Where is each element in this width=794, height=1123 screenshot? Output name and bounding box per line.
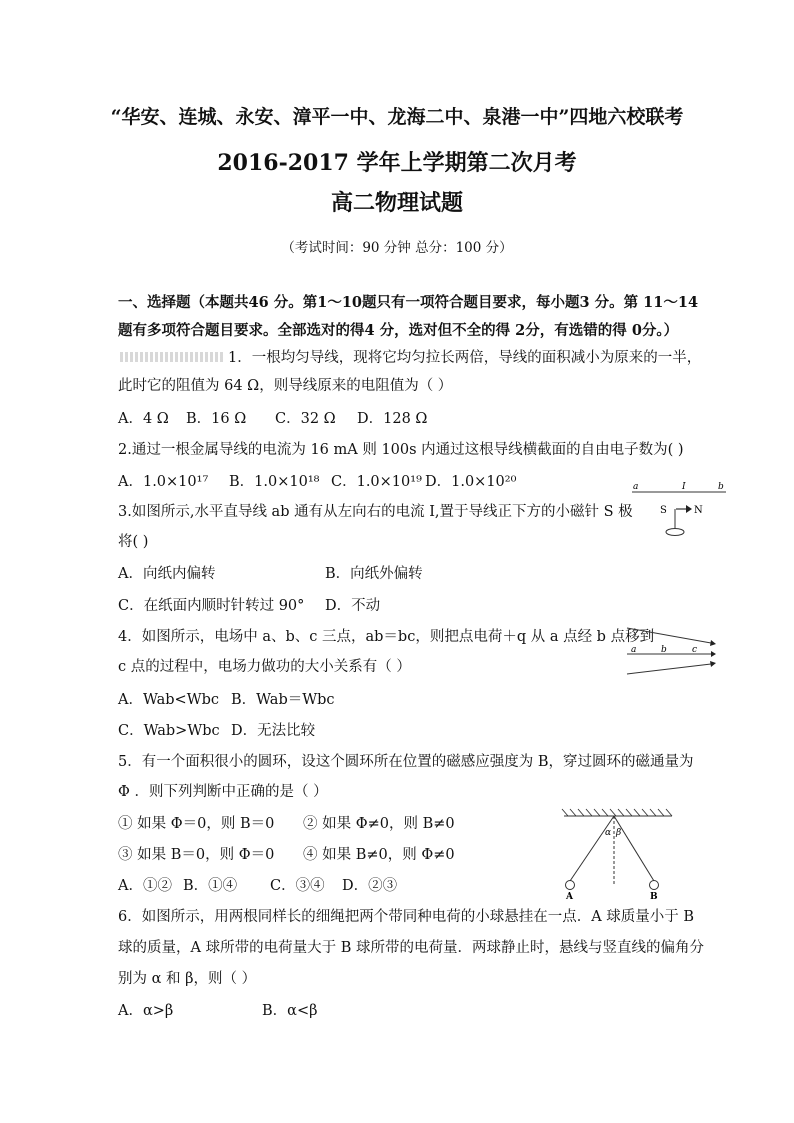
q4-line1 — [118, 625, 654, 646]
q5-line2: Φ ．则下列判断中正确的是（ ） — [118, 784, 328, 800]
q1-option-d: D．128 Ω — [357, 411, 428, 427]
q1-option-b: B．16 Ω — [186, 411, 247, 427]
q2-option-c: C．1.0×10¹⁹ — [331, 474, 422, 490]
q1-option-c: C．32 Ω — [275, 411, 336, 427]
q6-line2: 球的质量，A 球所带的电荷量大于 B 球所带的电荷量．两球静止时，悬线与竖直线的偏角分 — [118, 940, 704, 956]
q4-option-c: C．Wab>Wbc — [118, 723, 220, 739]
q6-label-beta: β — [616, 828, 622, 838]
q5-option-a: A．①② — [118, 878, 172, 894]
q6-label-a: A — [566, 892, 573, 900]
q4-figure — [625, 624, 717, 676]
q3-figure — [630, 480, 730, 540]
q2-option-b: B．1.0×10¹⁸ — [229, 474, 320, 490]
q4-option-a: A．Wab<Wbc — [118, 692, 219, 708]
section1-line1: 一、选择题（本题共46 分。第1～10题只有一项符合题目要求，每小题3 分。第 11～14 — [118, 294, 699, 311]
q5-statement-3: ③ 如果 B＝0，则 Φ＝0 — [118, 847, 275, 863]
q3-option-b: B．向纸外偏转 — [325, 566, 423, 582]
q4-line2: c 点的过程中，电场力做功的大小关系有（ ） — [118, 659, 411, 675]
q4-label-c: c — [692, 645, 698, 655]
q6-option-b: B．α<β — [262, 1003, 318, 1019]
q3-label-i: I — [682, 482, 686, 492]
q6-label-b: B — [650, 892, 658, 900]
section1-line2: 题有多项符合题目要求。全部选对的得4 分，选对但不全的得 2分，有选错的得 0分。） — [118, 322, 679, 339]
q4-line1-text: 4．如图所示，电场中 a、b、c 三点，ab＝bc，则把点电荷＋q 从 a 点经 b 点移到 — [118, 629, 655, 645]
q5-line1: 5．有一个面积很小的圆环，设这个圆环所在位置的磁感应强度为 B，穿过圆环的磁通量为 — [118, 754, 694, 770]
q6-option-a: A．α>β — [118, 1003, 174, 1019]
q6-label-alpha: α — [605, 828, 612, 838]
q5-statement-2: ② 如果 Φ≠0，则 B≠0 — [303, 816, 455, 832]
q3-label-s: S — [660, 505, 667, 516]
q5-statement-4: ④ 如果 B≠0，则 Φ≠0 — [303, 847, 455, 863]
q3-line2: 将( ) — [118, 534, 149, 550]
q4-option-b: B．Wab＝Wbc — [231, 692, 335, 708]
q1-option-a: A．4 Ω — [118, 411, 169, 427]
watermark-scribble — [120, 352, 224, 362]
q3-label-n: N — [694, 505, 703, 516]
q3-option-d: D．不动 — [325, 598, 381, 614]
q2-option-a: A．1.0×10¹⁷ — [118, 474, 209, 490]
q6-line3: 别为 α 和 β，则（ ） — [118, 971, 257, 987]
q4-option-d: D．无法比较 — [231, 723, 316, 739]
schools-title: “华安、连城、永安、漳平一中、龙海二中、泉港一中”四地六校联考 — [110, 106, 684, 128]
q5-option-b: B．①④ — [183, 878, 238, 894]
q1-line2: 此时它的阻值为 64 Ω，则导线原来的电阻值为（ ） — [118, 378, 453, 394]
q3-label-a: a — [633, 482, 639, 492]
q5-option-c: C．③④ — [270, 878, 325, 894]
q6-figure — [560, 808, 676, 900]
q4-label-a: a — [631, 645, 637, 655]
q3-line1: 3.如图所示,水平直导线 ab 通有从左向右的电流 I,置于导线正下方的小磁针 S 极 — [118, 504, 633, 520]
subject-title: 高二物理试题 — [330, 190, 463, 216]
q4-label-b: b — [661, 645, 667, 655]
q1-line1: 1．一根均匀导线，现将它均匀拉长两倍，导线的面积减小为原来的一半， — [228, 350, 702, 366]
q3-option-c: C．在纸面内顺时针转过 90° — [118, 598, 305, 614]
q3-label-b: b — [718, 482, 724, 492]
q5-statement-1: ① 如果 Φ＝0，则 B＝0 — [118, 816, 275, 832]
q5-option-d: D．②③ — [342, 878, 398, 894]
exam-info: （考试时间：90 分钟 总分：100 分） — [281, 240, 513, 256]
q2-line1: 2.通过一根金属导线的电流为 16 mA 则 100s 内通过这根导线横截面的自由电子数为( ) — [118, 442, 684, 458]
term-title: 2016-2017 学年上学期第二次月考 — [217, 150, 577, 176]
q3-option-a: A．向纸内偏转 — [118, 566, 216, 582]
q2-option-d: D．1.0×10²⁰ — [425, 474, 517, 490]
q6-line1: 6．如图所示，用两根同样长的细绳把两个带同种电荷的小球悬挂在一点．A 球质量小于 B — [118, 909, 695, 925]
